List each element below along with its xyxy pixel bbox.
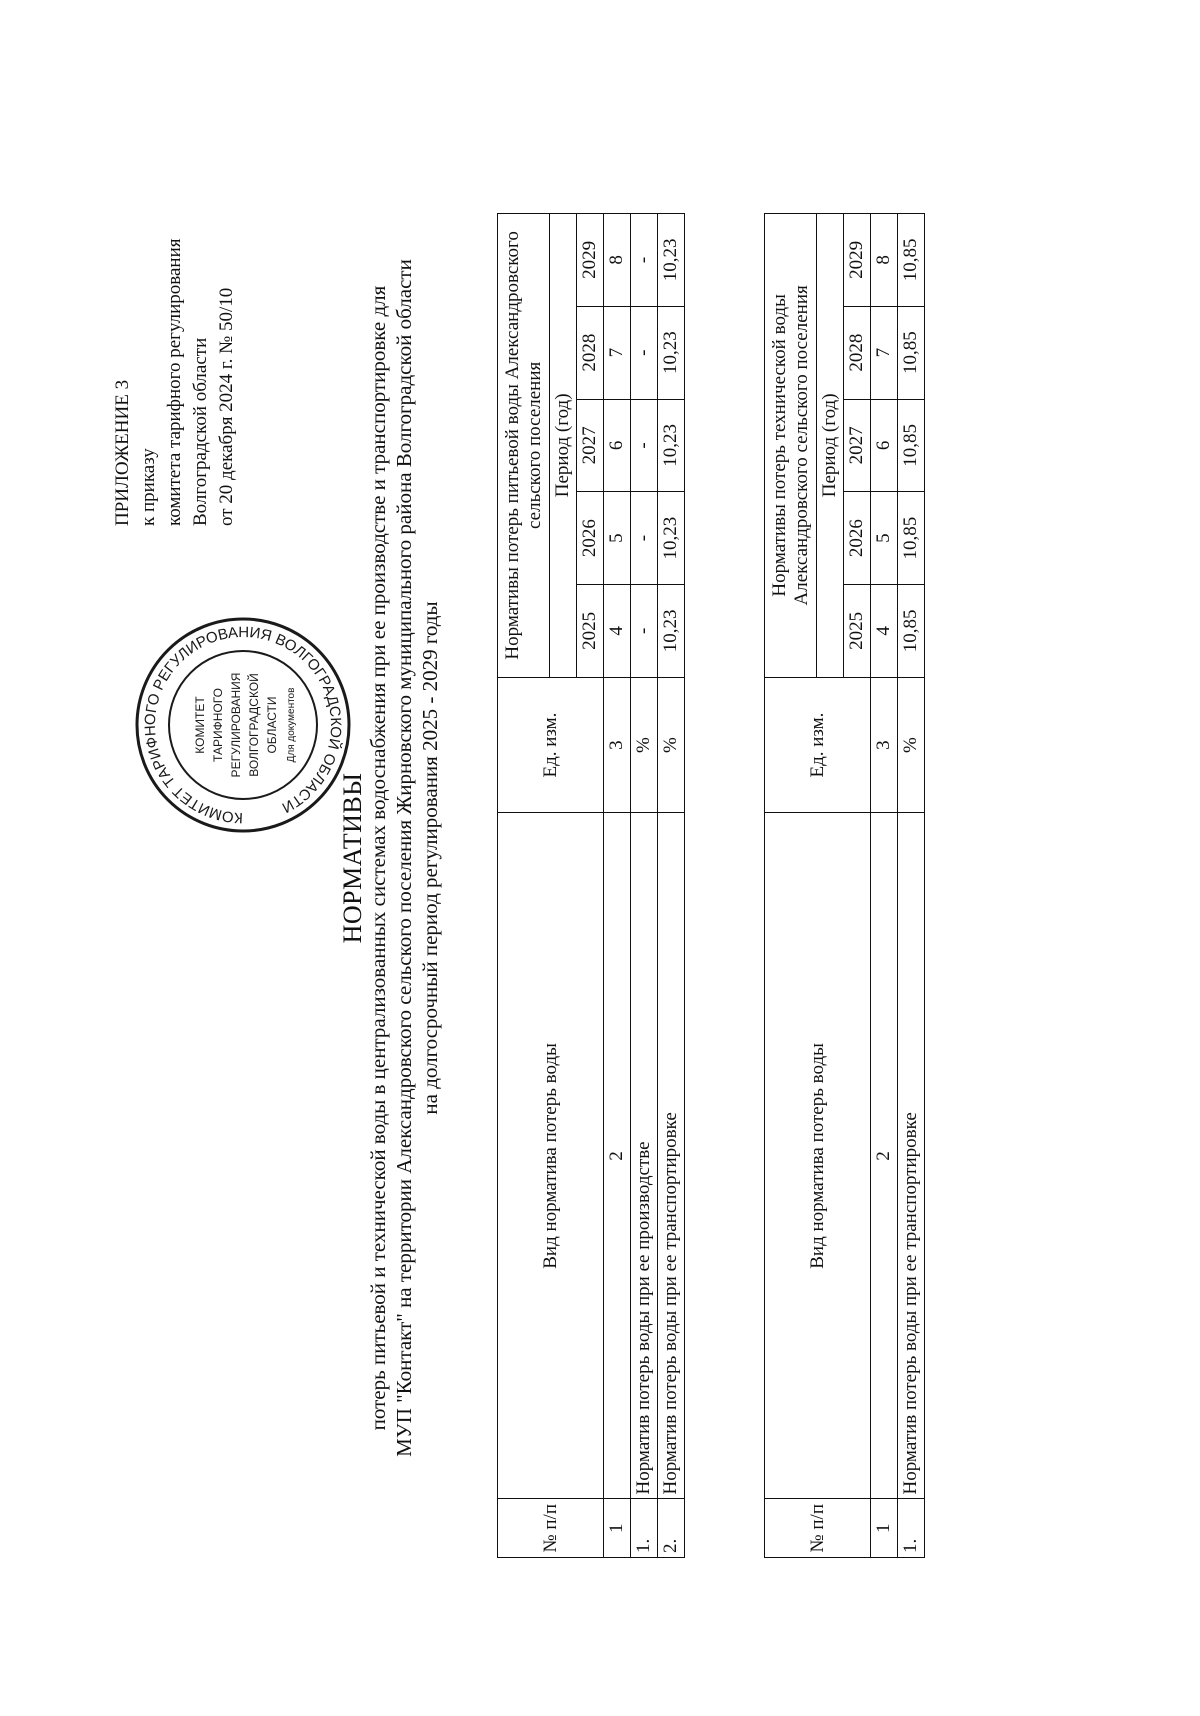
header-number: № п/п — [765, 1499, 871, 1558]
numbering-cell: 6 — [871, 399, 898, 492]
header-group: Нормативы потерь технической воды Александровского сельского поселения — [765, 214, 817, 678]
row-value: - — [631, 306, 658, 399]
row-name: Норматив потерь воды при ее транспортировке — [898, 813, 925, 1499]
row-name: Норматив потерь воды при ее транспортировке — [658, 813, 685, 1499]
document-subtitle-3: на долгосрочный период регулирования 2025 - 2029 годы — [418, 601, 442, 1115]
header-period: Период (год) — [817, 214, 844, 678]
header-year: 2029 — [577, 214, 604, 307]
row-value: 10,23 — [658, 214, 685, 307]
approval-line-2: комитета тарифного регулирования — [164, 238, 185, 526]
numbering-cell: 5 — [871, 492, 898, 585]
row-value: 10,85 — [898, 214, 925, 307]
row-name: Норматив потерь воды при ее производстве — [631, 813, 658, 1499]
numbering-row — [871, 214, 898, 1558]
stamp-center-3: РЕГУЛИРОВАНИЯ — [229, 672, 243, 778]
stamp-center-2: ТАРИФНОГО — [211, 688, 225, 762]
header-period: Период (год) — [550, 214, 577, 678]
stamp-ring-text: КОМИТЕТ ТАРИФНОГО РЕГУЛИРОВАНИЯ ВОЛГОГРАДСКОЙ ОБЛАСТИ — [141, 623, 345, 827]
numbering-cell: 1 — [871, 1499, 898, 1558]
header-group: Нормативы потерь питьевой воды Александровского сельского поселения — [498, 214, 550, 678]
row-value: 10,23 — [658, 306, 685, 399]
table-technical-water — [764, 213, 925, 1558]
header-number: № п/п — [498, 1499, 604, 1558]
stamp-center-5: ОБЛАСТИ — [265, 696, 279, 754]
table-drinking-water — [497, 213, 685, 1558]
header-year: 2028 — [577, 306, 604, 399]
row-value: 10,23 — [658, 585, 685, 678]
table-row — [631, 214, 658, 1558]
header-year: 2027 — [844, 399, 871, 492]
approval-line-4: от 20 декабря 2024 г. № 50/10 — [216, 287, 237, 526]
numbering-cell: 6 — [604, 399, 631, 492]
row-number: 2. — [658, 1499, 685, 1558]
numbering-cell: 4 — [871, 585, 898, 678]
stamp-center-4: ВОЛГОГРАДСКОЙ — [247, 673, 261, 777]
numbering-cell: 2 — [604, 813, 631, 1499]
document-subtitle-1: потерь питьевой и технической воды в централизованных системах водоснабжения при ее производстве и транспортировке для — [366, 285, 390, 1431]
row-value: 10,23 — [658, 399, 685, 492]
header-year: 2025 — [844, 585, 871, 678]
numbering-cell: 1 — [604, 1499, 631, 1558]
header-unit: Ед. изм. — [498, 677, 604, 813]
numbering-cell: 3 — [871, 677, 898, 813]
approval-line-1: к приказу — [138, 448, 159, 526]
numbering-cell: 7 — [604, 306, 631, 399]
header-name: Вид норматива потерь воды — [498, 813, 604, 1499]
appendix-label: ПРИЛОЖЕНИЕ 3 — [112, 379, 133, 526]
document-title: НОРМАТИВЫ — [338, 772, 367, 944]
header-year: 2026 — [844, 492, 871, 585]
numbering-row — [604, 214, 631, 1558]
official-stamp — [132, 614, 354, 836]
header-name: Вид норматива потерь воды — [765, 813, 871, 1499]
numbering-cell: 5 — [604, 492, 631, 585]
numbering-cell: 8 — [871, 214, 898, 307]
table-row — [898, 214, 925, 1558]
row-value: 10,85 — [898, 585, 925, 678]
row-value: 10,85 — [898, 399, 925, 492]
stamp-center-1: КОМИТЕТ — [193, 696, 207, 754]
row-value: 10,85 — [898, 306, 925, 399]
numbering-cell: 3 — [604, 677, 631, 813]
header-year: 2029 — [844, 214, 871, 307]
header-year: 2025 — [577, 585, 604, 678]
row-value: - — [631, 214, 658, 307]
row-value: - — [631, 585, 658, 678]
header-unit: Ед. изм. — [765, 677, 871, 813]
row-unit: % — [658, 677, 685, 813]
row-number: 1. — [898, 1499, 925, 1558]
row-number: 1. — [631, 1499, 658, 1558]
row-value: 10,85 — [898, 492, 925, 585]
header-year: 2028 — [844, 306, 871, 399]
stamp-center-6: Для документов — [286, 687, 297, 763]
header-year: 2027 — [577, 399, 604, 492]
table-row — [658, 214, 685, 1558]
approval-block — [110, 238, 240, 526]
numbering-cell: 2 — [871, 813, 898, 1499]
row-value: 10,23 — [658, 492, 685, 585]
header-year: 2026 — [577, 492, 604, 585]
numbering-cell: 4 — [604, 585, 631, 678]
document-subtitle-2: МУП "Контакт" на территории Александровского сельского поселения Жирновского муниципального района Волгоградской области — [392, 259, 416, 1457]
row-unit: % — [631, 677, 658, 813]
row-value: - — [631, 492, 658, 585]
numbering-cell: 8 — [604, 214, 631, 307]
row-unit: % — [898, 677, 925, 813]
approval-line-3: Волгоградской области — [190, 337, 211, 526]
numbering-cell: 7 — [871, 306, 898, 399]
row-value: - — [631, 399, 658, 492]
